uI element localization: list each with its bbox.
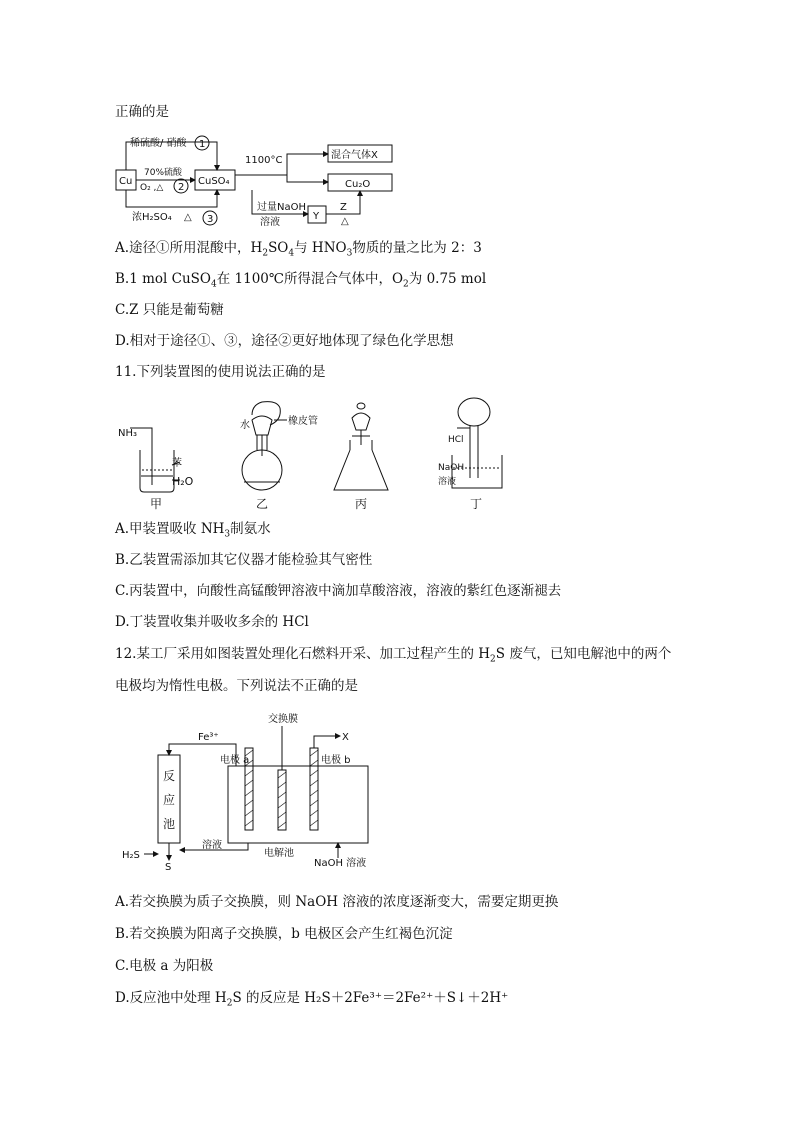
q12-stem-line2: 电极均为惰性电极。下列说法不正确的是 [115, 678, 358, 694]
cu2o-label: Cu₂O [345, 179, 371, 190]
reactor-char-1: 反 [163, 769, 176, 783]
membrane-label: 交换膜 [268, 714, 298, 725]
q12-option-d: D.反应池中处理 $H_2S$ 的反应是 H₂S＋2Fe³⁺＝2Fe²⁺＋S↓＋2H⁺ [115, 990, 509, 1009]
q10-option-c: C.Z 只能是葡萄糖 [115, 302, 224, 318]
solution-label: 溶液 [438, 477, 457, 487]
q10-option-a: A.途径①所用混酸中，$H_2SO_4$与 $HNO_3$物质的量之比为 2：3 [115, 240, 482, 259]
route2-number: 2 [178, 182, 185, 193]
s-label: S [165, 862, 172, 870]
q11-apparatus-figure [112, 390, 512, 515]
hcl-label: HCl [448, 435, 464, 445]
h2o-label: H₂O [172, 475, 194, 488]
electrode-b-label: 电极 b [321, 755, 351, 766]
naoh-bottom: 溶液 [260, 217, 280, 227]
reactor-char-2: 应 [163, 793, 176, 807]
route1-number: 1 [199, 139, 206, 150]
route2-reagent: 70%硫酸 [144, 168, 183, 178]
q10-option-d: D.相对于途径①、③，途径②更好地体现了绿色化学思想 [115, 333, 454, 349]
benzene-label: 苯 [172, 458, 182, 469]
membrane-bar [278, 770, 286, 830]
cell-label: 电解池 [264, 848, 294, 859]
q11-option-d: D.丁装置收集并吸收多余的 HCl [115, 614, 309, 630]
q11-option-a: A.甲装置吸收 $NH_3$制氨水 [115, 521, 271, 540]
q12-electrolysis-figure [118, 708, 388, 870]
rubber-tube-label: 橡皮管 [288, 416, 318, 427]
cu-label: Cu [119, 176, 133, 187]
label-jia: 甲 [150, 497, 163, 511]
route3-heat: △ [184, 212, 192, 223]
water-label: 水 [240, 420, 250, 431]
q12-option-b: B.若交换膜为阳离子交换膜，b 电极区会产生红褐色沉淀 [115, 926, 453, 942]
route1-reagent: 稀硫酸/ 硝酸 [130, 138, 187, 149]
q11-option-c: C.丙装置中，向酸性高锰酸钾溶液中滴加草酸溶液，溶液的紫红色逐渐褪去 [115, 583, 562, 599]
reactor-char-3: 池 [163, 817, 176, 831]
q10-option-b: B.1 mol CuSO$_4$在 1100℃所得混合气体中，$O_2$为 0.75 mol [115, 271, 487, 290]
nh3-label: NH₃ [118, 428, 138, 439]
label-ding: 丁 [470, 497, 483, 511]
q11-stem: 11.下列装置图的使用说法正确的是 [115, 364, 326, 380]
naoh-solution-label: NaOH 溶液 [314, 858, 367, 869]
x-label: X [342, 732, 349, 743]
route2-condition: O₂ ,△ [140, 183, 164, 193]
temp-label: 1100°C [245, 155, 283, 166]
route3-reagent: 浓H₂SO₄ [132, 212, 172, 223]
solution-label: 溶液 [202, 840, 222, 851]
q12-option-a: A.若交换膜为质子交换膜，则 NaOH 溶液的浓度逐渐变大，需要定期更换 [115, 894, 559, 910]
q12-option-c: C.电极 a 为阳极 [115, 958, 214, 974]
route3-number: 3 [207, 214, 214, 225]
electrode-b [310, 748, 318, 830]
naoh-top: 过量NaOH [257, 202, 306, 213]
z-heat: △ [341, 216, 349, 227]
naoh-label: NaOH [438, 463, 465, 473]
cuso4-label: CuSO₄ [198, 176, 230, 187]
electrode-a-label: 电极 a [220, 755, 250, 766]
q10-flowchart [112, 132, 402, 227]
label-yi: 乙 [256, 497, 269, 511]
q12-stem-line1: 12.某工厂采用如图装置处理化石燃料开采、加工过程产生的 $H_2S$ 废气，已知电解池中的两个 [115, 646, 672, 665]
y-label: Y [313, 211, 320, 222]
label-bing: 丙 [355, 497, 368, 511]
h2s-label: H₂S [122, 850, 140, 861]
q11-option-b: B.乙装置需添加其它仪器才能检验其气密性 [115, 552, 373, 568]
gas-x-label: 混合气体X [331, 150, 378, 161]
fe3-label: Fe³⁺ [198, 732, 219, 743]
q10-stem-tail: 正确的是 [115, 104, 169, 120]
z-label: Z [340, 202, 347, 213]
